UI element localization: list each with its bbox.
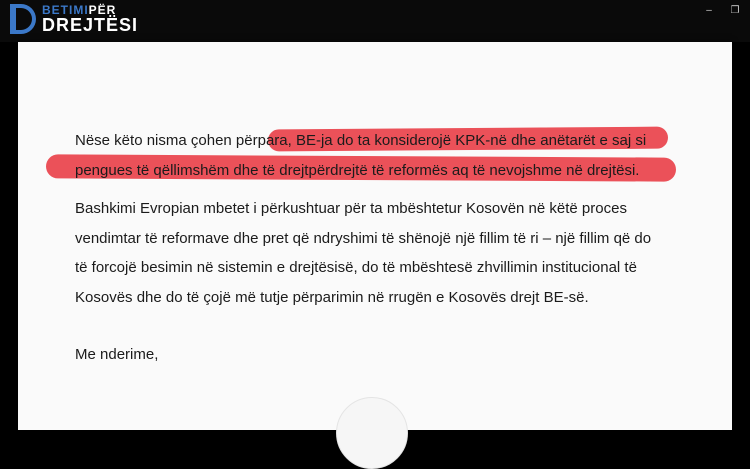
paragraph-2	[75, 194, 695, 312]
document-page	[18, 42, 732, 430]
minimize-button[interactable]: –	[706, 5, 712, 16]
paragraph-2-line-2: vendimtar të reformave dhe pret që ndryshimi të shënojë një fillim të ri – një fillim që do	[75, 229, 652, 247]
logo-word-per: PËR	[88, 3, 117, 17]
seal-circle	[336, 397, 408, 469]
restore-button[interactable]: ❐	[730, 5, 740, 16]
paragraph-1	[75, 126, 695, 185]
site-logo[interactable]	[10, 2, 150, 38]
paragraph-2-line-1: Bashkimi Evropian mbetet i përkushtuar për ta mbështetur Kosovën në këtë proces	[75, 200, 627, 217]
paragraph-2-line-3: të forcojë besimin në sistemin e drejtësisë, do të mbështesë zhvillimin institucional të	[75, 259, 637, 276]
top-bar	[0, 0, 750, 42]
logo-d-mark-icon	[10, 4, 36, 34]
paragraph-1-plain: Nëse këto nisma çohen përpara,	[75, 132, 296, 149]
highlighted-text-2: pengues të qëllimshëm dhe të drejtpërdrejtë të reformës aq të nevojshme në drejtësi.	[75, 161, 640, 179]
logo-word-betimi: BETIMI	[42, 3, 89, 17]
window-controls	[704, 6, 740, 16]
paragraph-2-line-4: Kosovës dhe do të çojë më tutje përparimin në rrugën e Kosovës drejt BE-së.	[75, 288, 589, 306]
closing-salutation: Me nderime,	[75, 346, 159, 363]
highlighted-text-1: BE-ja do ta konsiderojë KPK-në dhe anëtarët e saj si	[295, 132, 647, 149]
logo-word-drejtesi: DREJTËSI	[42, 15, 139, 35]
